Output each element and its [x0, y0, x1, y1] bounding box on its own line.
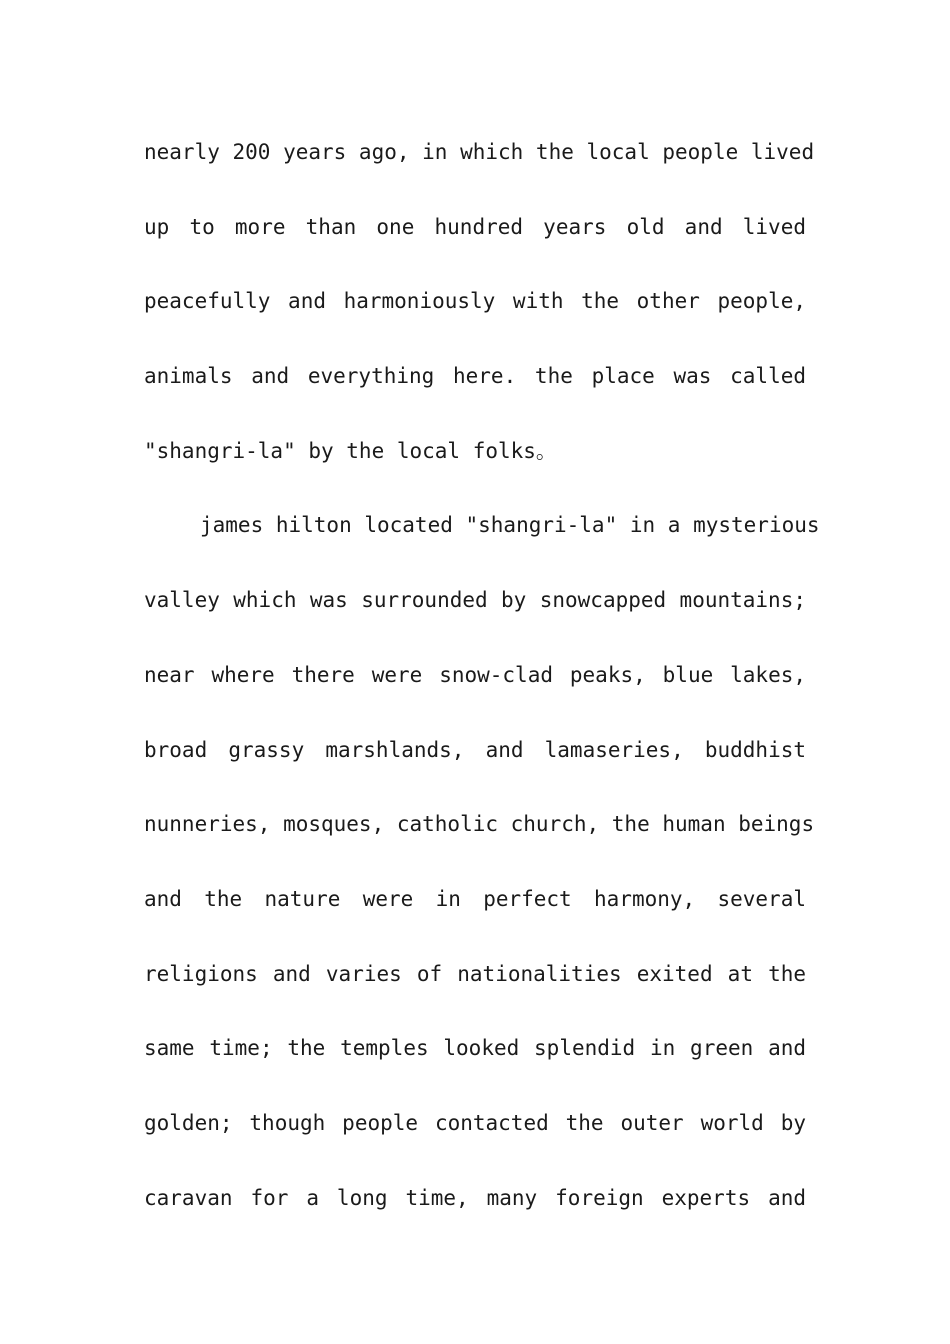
text-line: "shangri-la" by the local folks。	[144, 438, 557, 463]
text-line: nearly 200 years ago, in which the local people lived	[144, 140, 815, 164]
text-line: religions and varies of nationalities exited at the	[144, 961, 806, 986]
text-line: and the nature were in perfect harmony, several	[144, 886, 806, 911]
text-line: animals and everything here. the place was called	[144, 364, 806, 389]
text-line: same time; the temples looked splendid in green and	[144, 1036, 806, 1061]
text-line: caravan for a long time, many foreign experts and	[144, 1185, 806, 1210]
text-line: up to more than one hundred years old and lived	[144, 214, 806, 239]
text-line: broad grassy marshlands, and lamaseries, buddhist	[144, 737, 806, 762]
text-line: golden; though people contacted the outer world by	[144, 1110, 806, 1135]
text-line: valley which was surrounded by snowcapped mountains;	[144, 588, 806, 613]
paragraph-first-line: james hilton located "shangri-la" in a mysterious	[200, 513, 820, 538]
text-line: nunneries, mosques, catholic church, the human beings	[144, 812, 815, 837]
text-line: near where there were snow-clad peaks, blue lakes,	[144, 662, 806, 687]
body-text	[144, 133, 820, 1253]
text-line: peacefully and harmoniously with the other people,	[144, 289, 806, 314]
